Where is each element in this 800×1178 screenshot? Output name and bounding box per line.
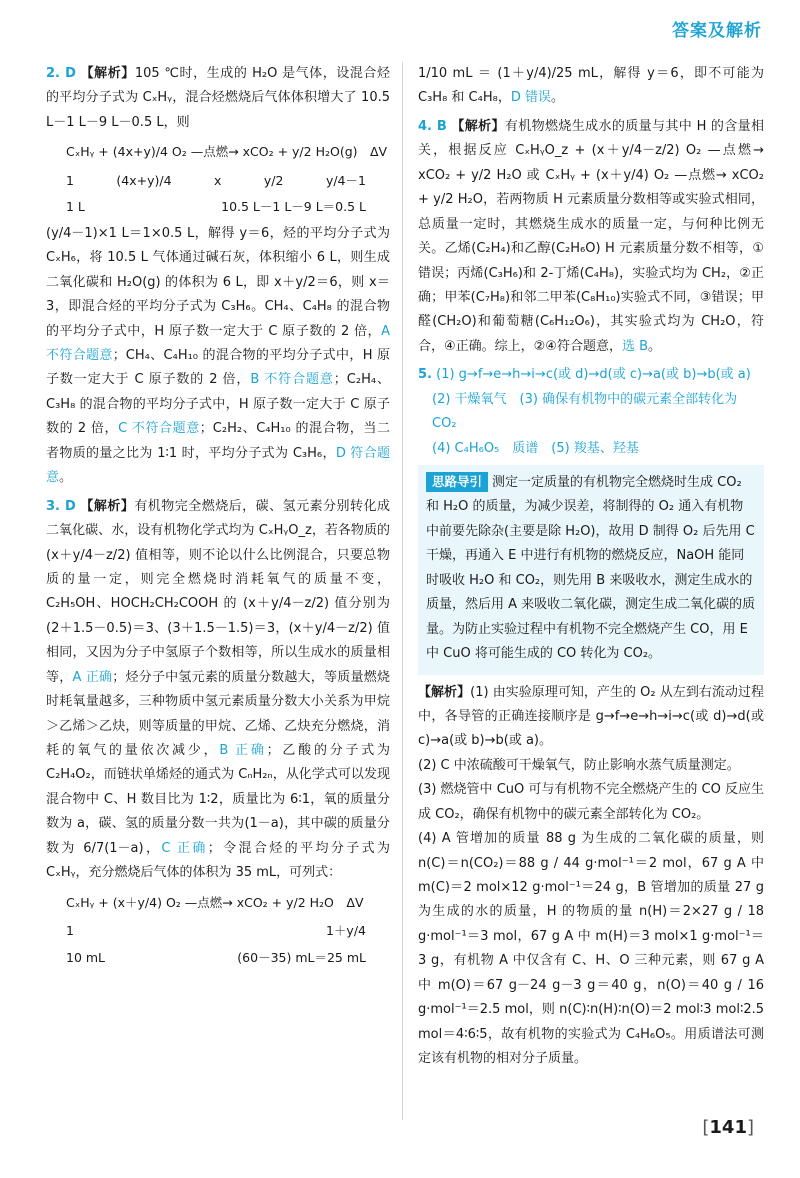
thinking-guide-text: 测定一定质量的有机物完全燃烧时生成 CO₂ 和 H₂O 的质量，为减少误差，将制得的 O₂ 通入有机物中前要先除杂(主要是除 H₂O)，故用 D 制得 O₂ 后先用 C 干燥，再通入 E 中进行有机物的燃烧反应，NaOH 能同时吸收 H₂O 和 CO₂，则先用 B 来吸收水，测定生成水的质量，然后用 A 来吸收二氧化碳，测定生成二氧化碳的质量。为防止实验过程中有机物不完全燃烧产生 CO，用 E 中 CuO 将可能生成的 CO 转化为 CO₂。 [426,475,756,662]
q2-ratio-1: 1 [66,172,74,188]
q3-text-1: 有机物完全燃烧后，碳、氢元素分别转化成二氧化碳、水，设有机物化学式均为 CₓHᵧO_z，若各物质的 (x＋y/4－z/2) 值相等，则不论以什么比例混合，只要总物质的量一定，则完全燃烧时消耗氧气的质量不变，C₂H₅OH、HOCH₂CH₂COOH 的 (x＋y/4－z/2) 值分别为(2＋1.5－0.5)＝3、(3＋1.5－1.5)＝3，(x＋y/4－z/2) 值相同，又因为分子中氢原子个数相等，所以生成水的质量相等， [46,498,390,685]
q2-paragraph-2 [46,222,390,491]
q2-text-3: ；CH₄、C₄H₁₀ 的混合物的平均分子式中，H 原子数一定大于 C 原子数的 2 倍， [46,348,390,388]
q2-paragraph-1 [46,62,390,135]
q3-paragraph [46,495,390,886]
q3-equation-volume-row [66,946,366,970]
q5-answer-line-1 [418,363,764,387]
q2-option-a-verdict: A 不符合题意 [46,323,390,363]
q2-analysis-tag: 【解析】 [80,66,135,81]
q3-volume-1: 10 mL [66,949,106,965]
q4-answer-number: 4. B [418,118,447,134]
q2-equation: CₓHᵧ + (4x+y)/4 O₂ —点燃→ xCO₂ + y/2 H₂O(g) ΔV [66,144,388,160]
q3-cont-text: 1/10 mL ＝ (1＋y/4)/25 mL，解得 y＝6，即不可能为 C₃H₈ 和 C₄H₈， [418,66,764,106]
q2-answer-number: 2. D [46,66,76,81]
q2-text-5: ；C₂H₂、C₄H₁₀ 的混合物，当二者物质的量之比为 1∶1 时，平均分子式为 C₃H₆， [46,421,390,461]
q2-equation-volume-row [66,195,366,219]
column-divider [402,62,403,1120]
q3-option-a-verdict: A 正确 [72,669,113,685]
q5-analysis-2: (2) C 中浓硫酸可干燥氧气，防止影响水蒸气质量测定。 [418,757,740,773]
q5-answer-line-3: (4) C₄H₆O₅ 质谱 (5) 羧基、羟基 [432,440,639,456]
q3-option-d-verdict: D 错误 [510,90,551,106]
q3-option-c-verdict: C 正确 [161,840,208,856]
q5-answer-number: 5. [418,367,432,383]
q3-text-4: ；令混合烃的平均分子式为 CₓHᵧ，充分燃烧后气体的体积为 35 mL，可列式： [46,840,390,881]
q5-analysis-3: (3) 燃烧管中 CuO 可与有机物不完全燃烧产生的 CO 反应生成 CO₂，确保有机物中的碳元素全部转化为 CO₂。 [418,782,764,822]
q2-text-end: 。 [59,470,73,486]
q3-volume-2: (60－35) mL＝25 mL [237,949,366,965]
q2-option-c-verdict: C 不符合题意 [118,421,200,437]
thinking-guide-box [418,465,764,675]
q4-text: 有机物燃烧生成水的质量与其中 H 的含量相关，根据反应 CₓHᵧO_z + (x＋y/4－z/2) O₂ —点燃→ xCO₂ + y/2 H₂O 或 CₓHᵧ + (x＋y/4) O₂ —点燃→ xCO₂ + y/2 H₂O，若两物质 H 元素质量分数相等或实验式相同，总质量一定时，其燃烧生成水的质量一定，与何种比例无关。乙烯(C₂H₄)和乙醇(C₂H₆O) H 元素质量分数不相等，①错误；丙烯(C₃H₆)和 2-丁烯(C₄H₈)，实验式均为 CH₂，②正确；甲苯(C₇H₈)和邻二甲苯(C₈H₁₀)实验式不同，③错误；甲醛(CH₂O)和葡萄糖(C₆H₁₂O₆)，其实验式均为 CH₂O，符合，④正确。综上，②④符合题意， [418,118,764,354]
q2-ratio-2: (4x+y)/4 [116,172,172,188]
q2-volume-1: 1 L [66,199,85,215]
page-number: [141] [702,1117,754,1138]
q2-ratio-3: x [214,172,222,188]
q3-ratio-1: 1 [66,923,74,939]
q4-text-end: 。 [648,338,662,354]
q3-analysis-tag: 【解析】 [80,498,135,514]
q2-volume-2: 10.5 L－1 L－9 L＝0.5 L [221,199,366,215]
right-column [418,62,764,1072]
q2-option-b-verdict: B 不符合题意 [250,372,334,388]
q5-answer-1: (1) g→f→e→h→i→c(或 d)→d(或 c)→a(或 b)→b(或 a) [436,367,751,383]
q2-text-1: 105 ℃时，生成的 H₂O 是气体，设混合烃的平均分子式为 CₓHᵧ，混合烃燃烧后气体体积增大了 10.5 L－1 L－9 L－0.5 L，则 [46,66,390,130]
q4-analysis-tag: 【解析】 [451,118,505,134]
q5-analysis-1 [418,681,764,754]
q5-step-1: (1) 由实验原理可知，产生的 O₂ 从左到右流动过程中，各导管的正确连接顺序是 g→f→e→h→i→c(或 d)→d(或 c)→a(或 b)→b(或 a)。 [418,684,764,749]
q2-ratio-5: y/4－1 [325,172,366,188]
page-number-value: 141 [709,1117,747,1138]
q4-paragraph [418,115,764,359]
left-column [46,62,390,972]
q5-analysis-tag: 【解析】 [418,684,471,700]
q3-cont-end: 。 [550,90,564,106]
q3-text-2: ；烃分子中氢元素的质量分数越大，等质量燃烧时耗氧量越多，三种物质中氢元素质量分数大小关系为甲烷＞乙烯＞乙炔，则等质量的甲烷、乙烯、乙炔充分燃烧，消耗的氧气的量依次减少， [46,669,390,758]
q3-equation-ratio-row [66,919,366,943]
q3-option-b-verdict: B 正确 [219,743,267,758]
q3-text-3: ；乙酸的分子式为 C₂H₄O₂，而链状单烯烃的通式为 CₙH₂ₙ，从化学式可以发现混合物中 C、H 数目比为 1∶2，质量比为 6∶1，氧的质量分数为 a，碳、氢的质量分数一共为(1－a)，其中碳的质量分数为 6/7(1－a)， [46,743,390,856]
q2-equation-ratio-row [66,169,366,193]
q2-ratio-4: y/2 [263,172,284,188]
thinking-guide-label: 思路导引 [426,472,488,492]
q4-choice: 选 B [621,338,649,354]
q5-answers [418,363,764,461]
q3-equation: CₓHᵧ + (x＋y/4) O₂ —点燃→ xCO₂ + y/2 H₂O ΔV [66,894,364,910]
q2-text-2: (y/4－1)×1 L＝1×0.5 L，解得 y＝6，烃的平均分子式为 CₓH₆，将 10.5 L 气体通过碱石灰，体积缩小 6 L，则生成二氧化碳和 H₂O(g) 的体积为 6 L，即 x＋y/2＝6，则 x＝3，即混合烃的平均分子式为 C₃H₆。CH₄、C₄H₈ 的混合物的平均分子式中，H 原子数一定大于 C 原子数的 2 倍， [46,225,390,339]
section-title: 答案及解析 [672,21,762,41]
q2-text-4: ；C₂H₄、C₃H₈ 的混合物的平均分子式中，H 原子数一定大于 C 原子数的 2 倍， [46,372,390,437]
q5-answer-line-2: (2) 干燥氧气 (3) 确保有机物中的碳元素全部转化为 CO₂ [432,391,738,432]
q3-answer-number: 3. D [46,498,76,514]
q3-ratio-2: 1＋y/4 [325,923,366,939]
q2-option-d-verdict: D 符合题意 [46,445,390,486]
q5-analysis-4: (4) A 管增加的质量 88 g 为生成的二氧化碳的质量，则 n(C)＝n(CO₂)＝88 g / 44 g·mol⁻¹＝2 mol，67 g A 中 m(C)＝2 mol×12 g·mol⁻¹＝24 g，B 管增加的质量 27 g 为生成的水的质量，H 的物质的量 n(H)＝2×27 g / 18 g·mol⁻¹＝3 mol，67 g A 中 m(H)＝3 mol×1 g·mol⁻¹＝3 g，有机物 A 中仅含有 C、H、O 三种元素，则 67 g A 中 m(O)＝67 g－24 g－3 g＝40 g，n(O)＝40 g / 16 g·mol⁻¹＝2.5 mol，则 n(C)∶n(H)∶n(O)＝2 mol∶3 mol∶2.5 mol＝4∶6∶5，故有机物的实验式为 C₄H₆O₅。用质谱法可测定该有机物的相对分子质量。 [418,831,764,1067]
q3-continued [418,62,764,111]
